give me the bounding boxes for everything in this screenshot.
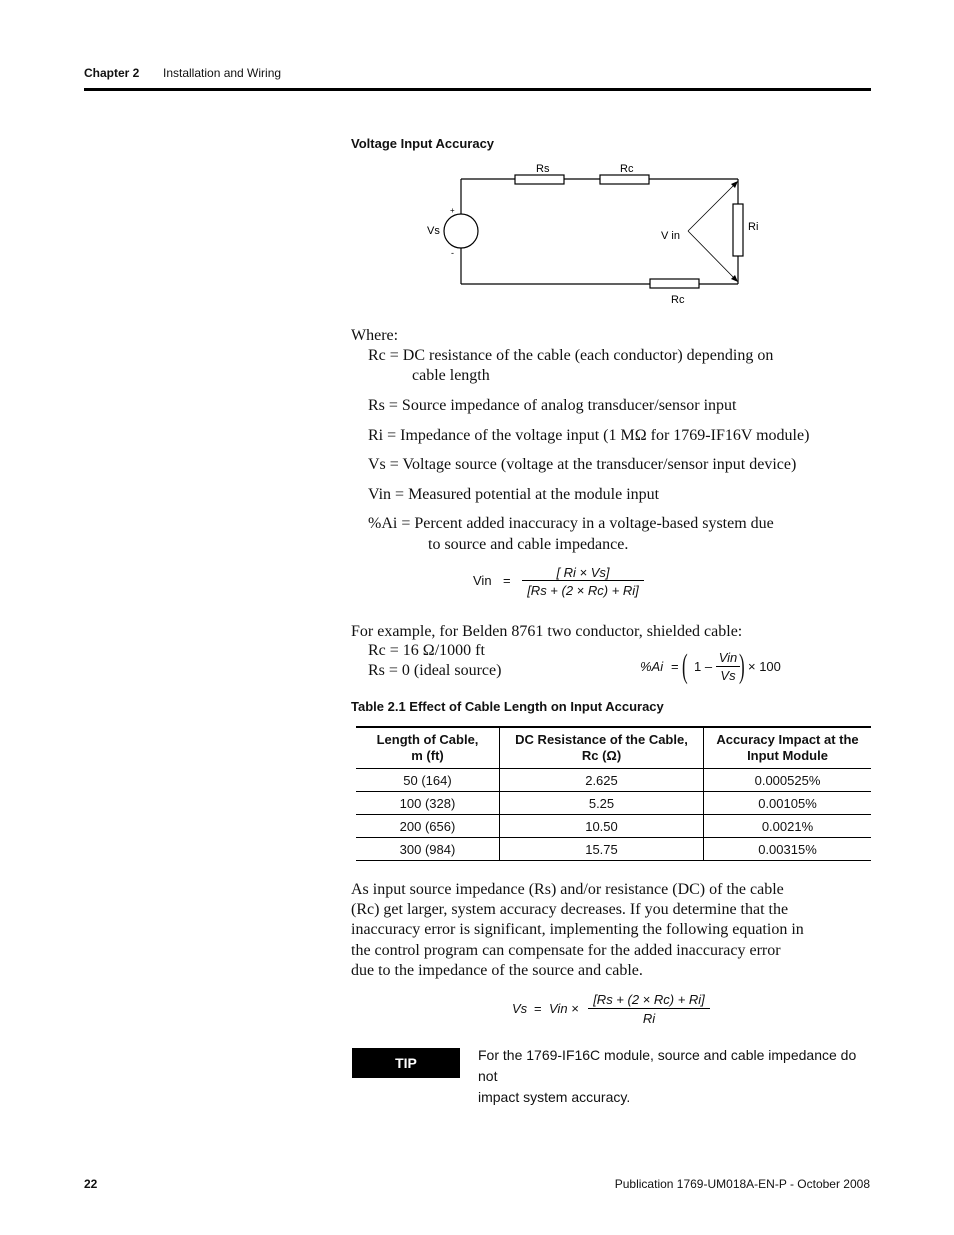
eq-vs-fraction-bar bbox=[588, 1008, 710, 1009]
chapter-title: Installation and Wiring bbox=[163, 66, 282, 80]
table-cell: 0.00315% bbox=[704, 838, 872, 861]
table-cell: 200 (656) bbox=[356, 815, 500, 838]
eq-ai-paren-close: ) bbox=[739, 648, 745, 685]
rc-top-resistor bbox=[600, 175, 649, 184]
vin-arrow-up bbox=[688, 183, 736, 231]
tip-text bbox=[478, 1045, 873, 1108]
vin-arrow-down bbox=[688, 231, 736, 280]
tip-line: For the 1769-IF16C module, source and cable impedance do not bbox=[478, 1047, 857, 1084]
rc-bottom-resistor bbox=[650, 279, 699, 288]
example-rc: Rc = 16 Ω/1000 ft bbox=[368, 642, 485, 659]
ri-label: Ri bbox=[748, 221, 759, 233]
circuit-diagram bbox=[0, 0, 954, 320]
ri-resistor bbox=[733, 204, 743, 256]
example-intro: For example, for Belden 8761 two conductor, shielded cable: bbox=[351, 623, 743, 640]
page-number: 22 bbox=[84, 1177, 98, 1191]
header-length bbox=[356, 727, 500, 769]
section-heading: Voltage Input Accuracy bbox=[351, 136, 495, 151]
definition-ai: %Ai = Percent added inaccuracy in a voltage-based system due bbox=[368, 515, 774, 532]
eq-vin-fraction-bar bbox=[522, 580, 644, 581]
plus-sign: + bbox=[450, 206, 455, 215]
rs-resistor bbox=[515, 175, 564, 184]
table-caption: Table 2.1 Effect of Cable Length on Input Accuracy bbox=[351, 699, 664, 714]
voltage-source-symbol bbox=[444, 214, 478, 248]
eq-vin-lhs: Vin bbox=[473, 573, 492, 588]
eq-vin-denominator: [Rs + (2 × Rc) + Ri] bbox=[527, 583, 639, 598]
table-row bbox=[356, 769, 871, 792]
eq-ai-paren-open: ( bbox=[682, 648, 688, 685]
header-resistance-line1: DC Resistance of the Cable, bbox=[515, 732, 688, 747]
header-resistance-line2: Rc (Ω) bbox=[581, 748, 622, 763]
paragraph-line: inaccuracy error is significant, implementing the following equation in bbox=[351, 921, 804, 938]
table-header-row bbox=[356, 727, 871, 769]
eq-ai-one-minus: 1 – bbox=[694, 659, 713, 674]
table-cell: 50 (164) bbox=[356, 769, 500, 792]
paragraph-line: As input source impedance (Rs) and/or resistance (DC) of the cable bbox=[351, 881, 784, 898]
table-cell: 100 (328) bbox=[356, 792, 500, 815]
table-row bbox=[356, 792, 871, 815]
eq-ai-tail: × 100 bbox=[748, 659, 781, 674]
header-accuracy-line1: Accuracy Impact at the bbox=[716, 732, 859, 747]
definition-rc-cont: cable length bbox=[412, 367, 490, 384]
table-cell: 2.625 bbox=[500, 769, 704, 792]
eq-ai-fraction-bar bbox=[716, 666, 740, 667]
paragraph-line: (Rc) get larger, system accuracy decreases. If you determine that the bbox=[351, 901, 789, 918]
header-resistance bbox=[500, 727, 704, 769]
minus-sign: - bbox=[451, 248, 454, 258]
rs-label: Rs bbox=[536, 163, 550, 175]
definition-ai-cont: to source and cable impedance. bbox=[428, 536, 629, 553]
table-cell: 15.75 bbox=[500, 838, 704, 861]
table-cell: 5.25 bbox=[500, 792, 704, 815]
eq-ai-numerator: Vin bbox=[718, 650, 738, 665]
table-cell: 0.000525% bbox=[704, 769, 872, 792]
header-length-line1: Length of Cable, bbox=[376, 732, 479, 747]
eq-vin-equals: = bbox=[503, 573, 511, 588]
table-cell: 300 (984) bbox=[356, 838, 500, 861]
definition-rc: Rc = DC resistance of the cable (each conductor) depending on bbox=[368, 347, 774, 364]
accuracy-table bbox=[356, 726, 871, 861]
eq-ai-lhs: %Ai bbox=[640, 659, 664, 674]
eq-vs-mult: Vin × bbox=[549, 1001, 579, 1016]
table-row bbox=[356, 838, 871, 861]
table-cell: 0.0021% bbox=[704, 815, 872, 838]
definition-vs: Vs = Voltage source (voltage at the transducer/sensor input device) bbox=[368, 456, 797, 473]
tip-badge: TIP bbox=[352, 1048, 460, 1078]
example-rs: Rs = 0 (ideal source) bbox=[368, 662, 502, 679]
definition-vin: Vin = Measured potential at the module input bbox=[368, 486, 660, 503]
vin-label: V in bbox=[661, 230, 680, 242]
where-label: Where: bbox=[351, 327, 399, 344]
eq-vs-lhs: Vs bbox=[512, 1001, 528, 1016]
paragraph-line: the control program can compensate for the added inaccuracy error bbox=[351, 942, 781, 959]
eq-ai-denominator: Vs bbox=[720, 668, 736, 683]
paragraph-line: due to the impedance of the source and cable. bbox=[351, 962, 643, 979]
header-accuracy bbox=[704, 727, 872, 769]
eq-vs-numerator: [Rs + (2 × Rc) + Ri] bbox=[593, 992, 705, 1007]
definition-ri: Ri = Impedance of the voltage input (1 MΩ for 1769-IF16V module) bbox=[368, 427, 810, 444]
eq-ai-equals: = bbox=[671, 659, 679, 674]
tip-line: impact system accuracy. bbox=[478, 1089, 631, 1105]
rc-bottom-label: Rc bbox=[671, 294, 685, 306]
vs-label: Vs bbox=[427, 225, 440, 237]
header-length-line2: m (ft) bbox=[411, 748, 444, 763]
header-accuracy-line2: Input Module bbox=[747, 748, 828, 763]
eq-vs-denominator: Ri bbox=[642, 1011, 656, 1026]
definition-rs: Rs = Source impedance of analog transducer/sensor input bbox=[368, 397, 737, 414]
table-cell: 0.00105% bbox=[704, 792, 872, 815]
rc-top-label: Rc bbox=[620, 163, 634, 175]
eq-vin-numerator: [ Ri × Vs] bbox=[556, 565, 610, 580]
chapter-label: Chapter 2 bbox=[84, 66, 140, 80]
eq-vs-equals: = bbox=[534, 1001, 542, 1016]
table-row bbox=[356, 815, 871, 838]
table-cell: 10.50 bbox=[500, 815, 704, 838]
publication-info: Publication 1769-UM018A-EN-P - October 2008 bbox=[614, 1177, 870, 1191]
